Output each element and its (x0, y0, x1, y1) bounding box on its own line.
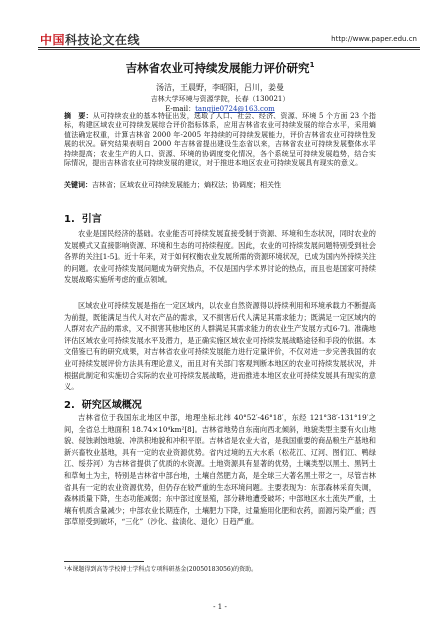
footnote-divider (64, 561, 144, 562)
header-divider-thin (38, 49, 420, 50)
paragraph-intro-1: 农业是国民经济的基础。农业能否可持续发展直接受制于资源、环境和生态状况，同时农业的发展模式又直接影响资源、环境和生态的可持续程度。因此，农业的可持续发展问题特别受到社会各界的关注[1-5]。近十年来，对于如何权衡农业发展所需的资源环境状况，已成为国内外持续关注的问题。农业可持续发展问题成为研究热点，不仅是国内学术界讨论的热点，而且也是国家可持续发展战略实施所考虑的重点领域。 (64, 229, 376, 285)
paragraph-study-area: 吉林省位于我国东北地区中部，地理坐标北纬 40°52′-46°18′，东经 121°38′-131°19′之间，全省总土地面积 18.74×10⁴km²[8]。吉林省地势自东南向西北倾斜，地貌类型主要有火山地貌、侵蚀剥蚀地貌、冲洪积地貌和冲积平原。吉林省是农业大省，是我国重要的商品粮生产基地和新兴畜牧业基地，具有一定的农业资源优势。省内过境的五大水系（松花江、辽河、图们江、鸭绿江、绥芬河）为吉林省提供了优质的水资源。土地资源具有显著的优势，土壤类型以黑土、黑钙土和草甸土为主，特别是吉林省中部台地，土壤自然肥力高，是全球三大著名黑土带之一，尽管吉林省具有一定的农业资源优势，但仍存在较严重的生态环境问题。主要表现为：东部森林采育失调，森林质量下降，生态功能减弱；东中部过度垦殖，部分耕地遭受破坏；中部地区水土流失严重，土壤有机质含量减少；中部农业长期连作，土壤肥力下降，过量施用化肥和农药，面源污染严重；西部草原受到破坏，“三化”（沙化、盐渍化、退化）日趋严重。 (64, 413, 376, 527)
abstract (64, 112, 376, 168)
section-heading-intro: 1. 引言 (64, 214, 102, 225)
page-number: - 1 - (213, 603, 227, 611)
abstract-text: 从可持续农业的基本特征出发，选取了人口、社会、经济、资源、环境 5 个方面 23 个指标，构建区域农业可持续发展综合评价指标体系，应用吉林省农业可持续发展的综合水平，采用熵值法确定权重，计算吉林省 2000 年-2005 年持续的可持续发展能力，评价吉林省农业可持续性发展的状况。研究结果表明自 2000 年吉林省提出建设生态省以来，吉林省农业可持续发展整体水平持续提高；农业生产的人口、资源、环境的协调度变化情况，各个系统呈可持续发展趋势，结合实际情况，提出吉林省农业可持续发展的建议，对于推进本地区农业可持续发展具有现实的意义。 (64, 112, 376, 168)
site-url[interactable]: http://www.paper.edu.cn (331, 35, 417, 43)
keywords-text: 吉林省；区域农业可持续发展能力；熵权法；协调度；相关性 (92, 181, 281, 189)
footnote: ¹本课题得到高等学校博士学科点专项科研基金(20050183056)的资助。 (64, 566, 258, 573)
logo-red-text: 中国 (40, 33, 66, 47)
title-footnote-mark: 1 (309, 61, 315, 70)
keywords (64, 181, 376, 190)
section-heading-study-area: 2. 研究区域概况 (64, 400, 142, 411)
paper-affiliation: 吉林大学环境与资源学院，长春（130021） (150, 95, 290, 103)
email-link[interactable]: tangjie0724@163.com (195, 105, 275, 113)
paragraph-intro-2: 区域农业可持续发展是指在一定区域内，以农业自然资源得以持续利用和环境承载力不断提高为前提，既能满足当代人对农产品的需求，又不损害后代人满足其需求能力；既满足一定区域内的人群对农产品的需求，又不损害其他地区的人群满足其需求能力的农业生产发展方式[6-7]。准确地评估区域农业可持续发展水平及潜力，是正确实施区域农业可持续发展战略途径和手段的依据。本文借鉴已有的研究成果，对吉林省农业可持续发展能力进行定量评价，不仅对进一步完善我国的农业可持续发展评价方法具有理论意义，而且对有关部门客观判断本地区的农业可持续发展状况，并根据此制定和实施切合实际的农业可持续发展战略，进而推进本地区农业可持续发展具有现实的意义。 (64, 301, 376, 392)
logo-dark-text: 科技论文在线 (65, 33, 141, 47)
paper-authors: 汤洁，王晨野，李昭阳，吕川，姜曼 (156, 83, 284, 92)
abstract-label: 摘 要： (64, 112, 93, 120)
site-logo[interactable] (40, 31, 140, 48)
paper-title: 吉林省农业可持续发展能力评价研究$^1$ (125, 61, 315, 75)
header-divider (38, 47, 420, 48)
author-email: E-mail：tangjie0724@163.com (165, 105, 275, 113)
keywords-label: 关键词： (64, 181, 92, 189)
